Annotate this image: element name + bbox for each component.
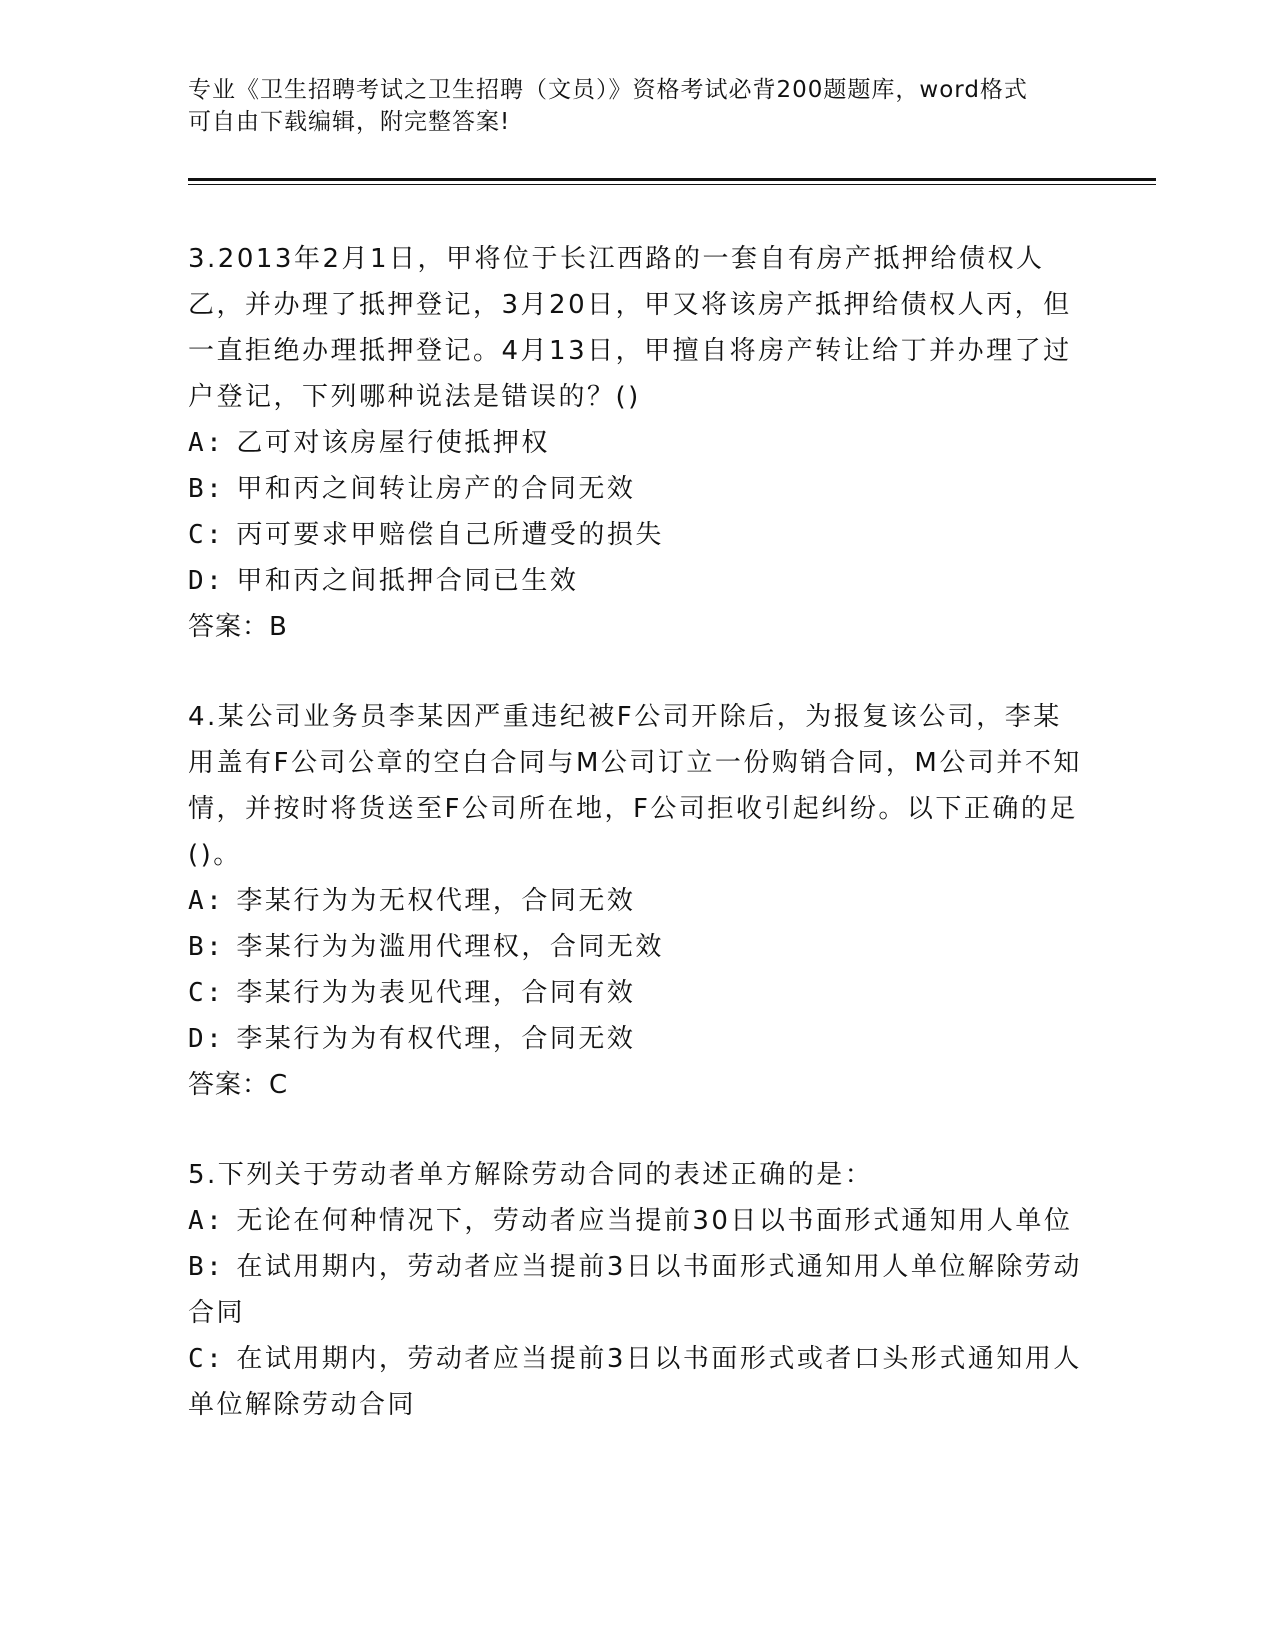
option-letter: C: bbox=[188, 1344, 225, 1374]
question-text: 3.2013年2月1日，甲将位于长江西路的一套自有房产抵押给债权人乙，并办理了抵押登记，3月20日，甲又将该房产抵押给债权人丙，但一直拒绝办理抵押登记。4月13日，甲擅自将房产转让给丁并办理了过户登记，下列哪种说法是错误的？() bbox=[188, 244, 1072, 412]
answer-line: 答案：B bbox=[188, 612, 288, 642]
option-a bbox=[188, 1198, 1088, 1244]
option-c bbox=[188, 1336, 1088, 1428]
header-rule-thick bbox=[188, 178, 1156, 181]
option-text: 无论在何种情况下，劳动者应当提前30日以书面形式通知用人单位 bbox=[236, 1206, 1073, 1236]
option-text: 在试用期内，劳动者应当提前3日以书面形式或者口头形式通知用人单位解除劳动合同 bbox=[188, 1344, 1082, 1420]
option-text: 李某行为为有权代理，合同无效 bbox=[236, 1024, 636, 1054]
option-text: 甲和丙之间转让房产的合同无效 bbox=[236, 474, 636, 504]
option-text: 丙可要求甲赔偿自己所遭受的损失 bbox=[236, 520, 664, 550]
question-text: 4.某公司业务员李某因严重违纪被F公司开除后，为报复该公司，李某用盖有F公司公章的空白合同与M公司订立一份购销合同，M公司并不知情，并按时将货送至F公司所在地，F公司拒收引起纠纷。以下正确的足()。 bbox=[188, 702, 1082, 870]
option-letter: D: bbox=[188, 566, 225, 596]
option-c bbox=[188, 512, 1088, 558]
document-header bbox=[188, 74, 1088, 138]
question-list bbox=[188, 236, 1088, 1472]
option-letter: A: bbox=[188, 428, 225, 458]
option-text: 李某行为为表见代理，合同有效 bbox=[236, 978, 636, 1008]
option-text: 李某行为为滥用代理权，合同无效 bbox=[236, 932, 664, 962]
question-3 bbox=[188, 236, 1088, 650]
question-text: 5.下列关于劳动者单方解除劳动合同的表述正确的是： bbox=[188, 1160, 874, 1190]
option-letter: B: bbox=[188, 932, 225, 962]
option-text: 甲和丙之间抵押合同已生效 bbox=[236, 566, 579, 596]
option-letter: A: bbox=[188, 1206, 225, 1236]
answer-line: 答案：C bbox=[188, 1070, 289, 1100]
option-letter: B: bbox=[188, 474, 225, 504]
option-a bbox=[188, 420, 1088, 466]
option-d bbox=[188, 558, 1088, 604]
option-letter: D: bbox=[188, 1024, 225, 1054]
option-text: 李某行为为无权代理，合同无效 bbox=[236, 886, 636, 916]
option-b bbox=[188, 466, 1088, 512]
option-a bbox=[188, 878, 1088, 924]
option-letter: A: bbox=[188, 886, 225, 916]
option-c bbox=[188, 970, 1088, 1016]
question-5 bbox=[188, 1152, 1088, 1428]
header-line-2: 可自由下载编辑，附完整答案! bbox=[188, 109, 511, 135]
option-letter: C: bbox=[188, 978, 225, 1008]
option-text: 在试用期内，劳动者应当提前3日以书面形式通知用人单位解除劳动合同 bbox=[188, 1252, 1082, 1328]
option-letter: B: bbox=[188, 1252, 225, 1282]
header-line-1: 专业《卫生招聘考试之卫生招聘（文员）》资格考试必背200题题库，word格式 bbox=[188, 77, 1028, 103]
header-rule-thin bbox=[188, 184, 1156, 185]
option-b bbox=[188, 1244, 1088, 1336]
option-b bbox=[188, 924, 1088, 970]
option-d bbox=[188, 1016, 1088, 1062]
option-letter: C: bbox=[188, 520, 225, 550]
question-4 bbox=[188, 694, 1088, 1108]
option-text: 乙可对该房屋行使抵押权 bbox=[236, 428, 550, 458]
